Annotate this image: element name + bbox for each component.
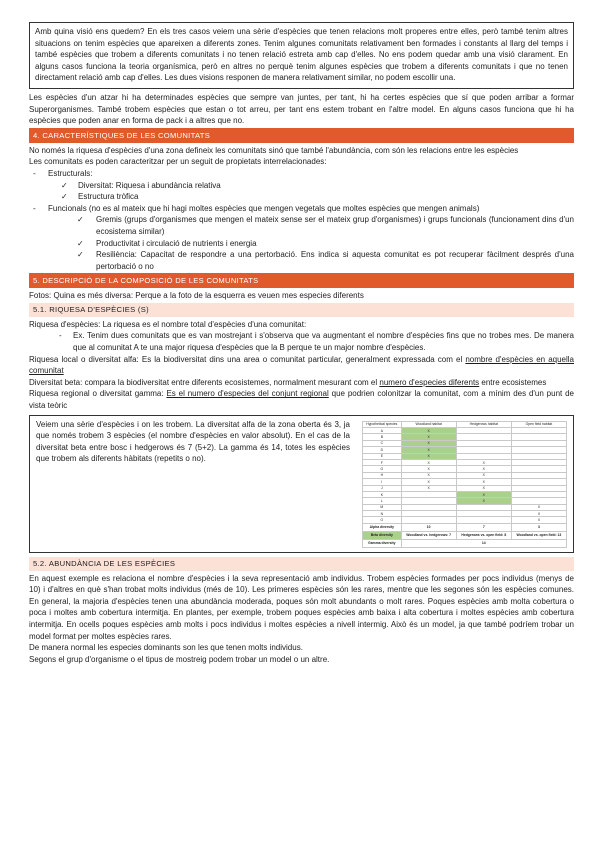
species-cell: B <box>363 434 402 440</box>
presence-cell: X <box>511 517 566 523</box>
check-bullet-icon: ✓ <box>77 250 84 260</box>
table-header-row: Hypothetical species Woodland habitat Hedgerows habitat Open field habitat <box>363 421 567 427</box>
gamma-definition: Riquesa regional o diversitat gamma: Es el numero d'especies del conjunt regional que podrien colonitzar la comunitat, com a mínim des d'un punt de vista teòric <box>29 389 574 411</box>
beta-definition: Diversitat beta: compara la biodiversitat entre diferents ecosistemes, normalment mesurant com el numero d'especies diferents entre ecosistemes <box>29 377 547 387</box>
species-cell: I <box>363 479 402 485</box>
presence-cell: X <box>456 479 511 485</box>
species-cell: A <box>363 428 402 434</box>
alpha-definition: Riquesa local o diversitat alfa: Es la biodiversitat dins una area o comunitat particular, generalment expressada com el nombre d'espècies en aquella comunitat <box>29 354 574 376</box>
dash-bullet: - <box>33 168 36 178</box>
species-cell: G <box>363 466 402 472</box>
section-4-heading: 4. CARACTERÍSTIQUES DE LES COMUNITATS <box>29 128 574 143</box>
species-cell: K <box>363 491 402 497</box>
species-cell: M <box>363 504 402 510</box>
presence-cell: X <box>401 466 456 472</box>
diversity-table-figure <box>362 419 567 549</box>
presence-cell: X <box>401 479 456 485</box>
list-item-resiliencia: ✓ Resiliència: Capacitat de respondre a una pertorbació. Ens indica si aquesta comunitat es pot recuperar fàcilment després d'una pertorbació o no <box>77 250 574 271</box>
presence-cell: X <box>401 485 456 491</box>
dash-bullet: - <box>33 203 36 213</box>
intro-box-text: Amb quina visió ens quedem? En els tres casos veiem una sèrie d'espècies que tenen relacions molt properes entre elles, però també tenim altres situacions on tenim espècies que apareixen a diferents zones. Tenim algunes comunitats relativament ben formades i constants al llarg del temps i també espècies que trobem a diferents comunitats i no tenen relació estreta amb cap d'elles. No ens podem quedar amb una visió clarament. En alguns casos funciona la teoria organísmica, però en altres no perquè tenim algunes espècies que trobem a diferents comunitats i que no tenen directament relació amb cap d'elles. Les dues visions responen de manera relativament similar, no podem escollir una. <box>35 27 568 83</box>
presence-cell: X <box>401 447 456 453</box>
check-bullet-icon: ✓ <box>77 215 84 225</box>
list-item-productivitat: ✓ Productivitat i circulació de nutrients i energia <box>77 238 257 248</box>
presence-cell: X <box>511 511 566 517</box>
alpha-row: Alpha diversity 10 7 3 <box>363 523 567 531</box>
intro-box <box>29 22 574 89</box>
presence-cell: X <box>456 491 511 497</box>
species-cell: N <box>363 511 402 517</box>
presence-cell: X <box>401 472 456 478</box>
diversity-example-box <box>29 415 574 553</box>
section-5-heading: 5. DESCRIPCIÓ DE LA COMPOSICIÓ DE LES COMUNITATS <box>29 273 574 288</box>
subsection-5-2-heading: 5.2. ABUNDÀNCIA DE LES ESPÈCIES <box>29 557 574 571</box>
presence-cell: X <box>456 459 511 465</box>
species-cell: H <box>363 472 402 478</box>
intro-paragraph: Les espècies d'un atzar hi ha determinades espècies que sempre van juntes, per tant, hi ha certes espècies que sí que poden arribar a formar Superorganismes. També trobem espècies que estan o tot arreu, per tant ens estem trobant en l'altre model. En alguns casos funciona que hi ha espècies que poden anar en forma de pack i a altres que no. <box>29 92 574 126</box>
presence-cell: X <box>456 472 511 478</box>
diversity-example-text: Veiem una sèrie d'espècies i on les trobem. La diversitat alfa de la zona oberta és 3, ja que només trobem 3 espècies (el nombre d'espècies en valor absolut). En el cas de la diversitat beta entre bosc i hedgerows és 7 (5+2). La gamma és 14, totes les espècies que trobem als diferents hàbitats (repetits o no). <box>36 419 350 464</box>
beta-row: Beta diversity Woodland vs. hedgerows: 7 Hedgerows vs. open field: 8 Woodland vs. open field: 13 <box>363 531 567 539</box>
fotos-line: Fotos: Quina es més diversa: Perque a la foto de la esquerra es veuen mes especies diferents <box>29 291 364 301</box>
abundance-paragraph: En aquest exemple es relaciona el nombre d'espècies i la seva representació amb individus. Trobem espècies formades per pocs individus (menys de 10) i d'altres en què s'han trobat molts individus (més de 10). Les primeres espècies són les rares, mentre que les segones són les espècies comunes. En general, la majoria d'espècies tenen una abundància moderada, poques són molt abundants o molt rares. Poques espècies amb molta cobertura o poca i moltes amb cobertura intermitja. En plantes, per exemple, trobem poques espècies amb baixa i alta cobertura i moltes espècies amb cobertura intermitja. En ocells poques espècies amb molts i pocs individus i moltes espècies a nivell intermig. Això és un model, ja que també podríem trobar un model format per moltes espècies rares. <box>29 573 574 641</box>
check-bullet-icon: ✓ <box>77 238 84 248</box>
dash-bullet: - <box>59 331 62 341</box>
document-page <box>29 22 574 665</box>
list-item-gremis: ✓ Gremis (grups d'organismes que mengen el mateix sense ser el mateix grup d'organismes) i grups funcionals (funcionament dins d'un ecosistema similar) <box>77 215 574 236</box>
abundance-line-3: Segons el grup d'organisme o el tipus de mostreig podem trobar un model o un altre. <box>29 654 330 664</box>
presence-cell: X <box>401 440 456 446</box>
presence-cell: X <box>401 434 456 440</box>
species-cell: D <box>363 447 402 453</box>
riquesa-definition: Riquesa d'espècies: La riquesa es el nombre total d'espècies d'una comunitat: <box>29 319 307 329</box>
presence-cell: X <box>401 428 456 434</box>
list-item-estructura: ✓ Estructura tròfica <box>61 192 139 202</box>
habitat-table-body <box>363 428 567 524</box>
presence-cell: X <box>511 504 566 510</box>
subsection-5-1-heading: 5.1. RIQUESA D'ESPÈCIES (S) <box>29 303 574 317</box>
example-item: - Ex. Tenim dues comunitats que es van mostrejant i s'observa que va augmentant el nombre d'espècies fins que no trobes mes. De manera que al comunitat A te una major riquesa d'espècies que la B perque te un major nombre d'espècies. <box>59 331 574 353</box>
abundance-line-2: De manera normal les especies dominants son les que tenen molts individus. <box>29 643 303 653</box>
species-cell: O <box>363 517 402 523</box>
section-4-p1: No només la riquesa d'espècies d'una zona defineix les comunitats sinó que també l'abundància, com són les relacions entre les espècies <box>29 145 519 155</box>
presence-cell: X <box>401 453 456 459</box>
presence-cell: X <box>456 485 511 491</box>
habitat-table <box>362 421 567 548</box>
species-cell: J <box>363 485 402 491</box>
species-cell: C <box>363 440 402 446</box>
species-cell: F <box>363 459 402 465</box>
section-4-p2: Les comunitats es poden caracteritzar per un seguit de propietats interrelacionades: <box>29 157 327 167</box>
presence-cell: X <box>401 459 456 465</box>
check-bullet-icon: ✓ <box>61 192 68 202</box>
list-item-estructurals: - Estructurals: <box>33 168 93 178</box>
presence-cell: X <box>456 498 511 504</box>
species-cell: E <box>363 453 402 459</box>
gamma-row: Gamma diversity 14 <box>363 539 567 547</box>
check-bullet-icon: ✓ <box>61 180 68 190</box>
list-item-diversitat: ✓ Diversitat: Riquesa i abundància relativa <box>61 180 221 190</box>
list-item-funcionals: - Funcionals (no es al mateix que hi hagi moltes espècies que mengen vegetals que moltes espècies que mengen animals) <box>33 203 480 213</box>
species-cell: L <box>363 498 402 504</box>
presence-cell: X <box>456 466 511 472</box>
